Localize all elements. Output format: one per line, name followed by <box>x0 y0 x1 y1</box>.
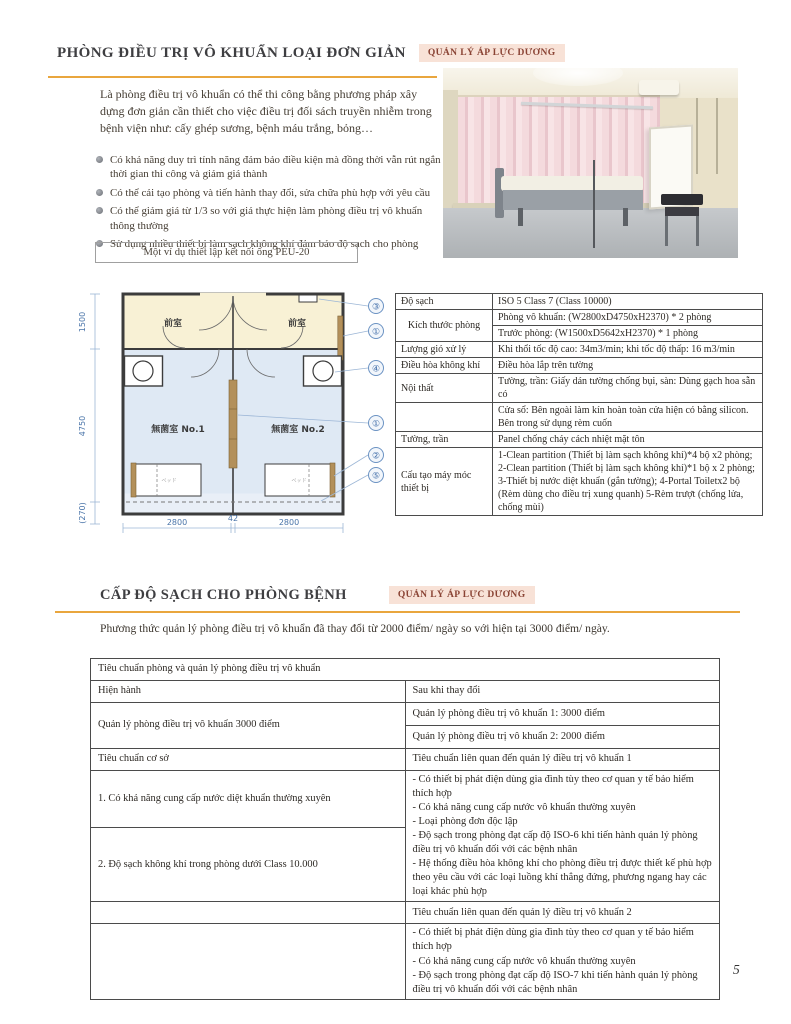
table-row <box>396 310 763 326</box>
sink-bowl <box>133 361 153 381</box>
bed-mattress <box>501 176 643 191</box>
table-row <box>91 924 720 999</box>
list-item <box>96 153 444 182</box>
table-cell: Quản lý phòng điều trị vô khuẩn 3000 điểm <box>91 703 406 749</box>
spec-label: Độ sạch <box>396 294 493 310</box>
requirement-line: - Có thiết bị phát điện dùng gia đình tùy theo cơ quan y tế bảo hiểm thích hợp <box>412 774 694 800</box>
section2-title: CẤP ĐỘ SẠCH CHO PHÒNG BỆNH <box>100 586 347 603</box>
dim-label: 2800 <box>166 518 188 527</box>
requirement-line: - Có thiết bị phát điện dùng gia đình tùy theo cơ quan y tế bảo hiểm thích hợp <box>412 927 694 953</box>
table-row <box>396 358 763 374</box>
section1-bullet-list <box>96 153 444 255</box>
dim-label: 4750 <box>78 415 87 437</box>
table-row <box>396 294 763 310</box>
spec-value: Trước phòng: (W1500xD5642xH2370) * 1 phòng <box>493 326 763 342</box>
requirement-line: - Hệ thống điều hòa không khí cho phòng điều trị được thiết kế phù hợp theo yêu cầu với các loại luồng khí thẳng đứng, phương ngang hay các loại khác phù hợp <box>412 858 712 898</box>
standards-table <box>90 658 720 1000</box>
spec-value: 1-Clean partition (Thiết bị làm sạch không khí)*4 bộ x2 phòng; 2-Clean partition (Thiết bị làm sạch không khí)*1 bộ x 2 phòng; 3-Thiết bị nước diệt khuẩn (gắn tường); 4-Portal Toiletx2 bộ (Rèm dùng cho điều trị xung quanh) 5-Rèm trượt (chống lửa, chống mùi) <box>493 448 763 516</box>
requirement-line: - Có khả năng cung cấp nước vô khuẩn thường xuyên <box>412 802 636 814</box>
bullet-icon <box>96 156 103 163</box>
table-cell <box>405 924 720 999</box>
spec-label: Lượng gió xử lý <box>396 342 493 358</box>
center-partition-bar <box>229 380 237 468</box>
spec-label: Cấu tạo máy móc thiết bị <box>396 448 493 516</box>
table-row <box>91 771 720 828</box>
bed-label: ベッド <box>291 478 307 484</box>
leader-line <box>343 331 368 336</box>
table-row <box>396 448 763 516</box>
sink-bowl <box>313 361 333 381</box>
spec-value: Khi thổi tốc độ cao: 34m3/min; khi tốc độ thấp: 16 m3/min <box>493 342 763 358</box>
requirement-line: - Độ sạch trong phòng đạt cấp độ ISO-6 khi tiến hành quản lý phòng điều trị vô khuẩn đối với các bệnh nhân <box>412 830 698 856</box>
bed-base <box>503 190 643 210</box>
table-cell <box>91 902 406 924</box>
spec-label <box>396 403 493 432</box>
table-cell <box>91 924 406 999</box>
table-cell: Quản lý phòng điều trị vô khuẩn 1: 3000 điểm <box>405 703 720 726</box>
table-header-cell: Tiêu chuẩn phòng và quản lý phòng điều trị vô khuẩn <box>91 659 720 681</box>
vent-unit <box>299 295 317 302</box>
bullet-text: Có thể giảm giá từ 1/3 so với giá thực hiện làm phòng điều trị vô khuẩn thông thường <box>110 205 423 232</box>
photo-ceiling <box>443 68 738 98</box>
room-label: 無菌室 No.1 <box>151 425 205 435</box>
cart-leg <box>696 216 699 246</box>
room-label: 前室 <box>163 319 183 329</box>
spec-label: Nội thất <box>396 374 493 403</box>
spec-value: Panel chống cháy cách nhiệt mặt tôn <box>493 432 763 448</box>
table-cell: Hiện hành <box>91 681 406 703</box>
callout-number: ③ <box>371 302 381 313</box>
callout-number: ① <box>371 327 381 338</box>
equipment-cart <box>659 194 707 246</box>
callout-number: ② <box>371 451 381 462</box>
floor-plan-svg <box>73 284 391 536</box>
section1-rule <box>48 76 437 78</box>
floor-plan-diagram <box>73 284 391 541</box>
section2-paragraph: Phương thức quản lý phòng điều trị vô khuẩn đã thay đổi từ 2000 điểm/ ngày so với hiện tại 3000 điểm/ ngày. <box>100 622 610 635</box>
room-label: 無菌室 No.2 <box>271 425 325 435</box>
spec-value: Tường, trần: Giấy dán tường chống bụi, sàn: Dùng gạch hoa sẵn có <box>493 374 763 403</box>
table-row <box>91 703 720 726</box>
list-item <box>96 204 444 233</box>
spec-label: Tường, trần <box>396 432 493 448</box>
section2-badge: QUẢN LÝ ÁP LỰC DƯƠNG <box>389 586 535 604</box>
dim-label: 42 <box>227 514 239 523</box>
air-conditioner <box>639 80 679 95</box>
device-box <box>661 194 703 205</box>
table-cell: 2. Độ sạch không khí trong phòng dưới Class 10.000 <box>91 828 406 902</box>
spec-value: Cửa sổ: Bên ngoài làm kín hoàn toàn cửa hiện có bằng silicon. Bên trong sử dụng rèm cuốn <box>493 403 763 432</box>
callout-number: ④ <box>371 364 381 375</box>
spec-label: Kích thước phòng <box>396 310 493 342</box>
table-cell: Sau khi thay đổi <box>405 681 720 703</box>
table-cell <box>405 771 720 902</box>
table-row <box>91 681 720 703</box>
section1-title: PHÒNG ĐIỀU TRỊ VÔ KHUẨN LOẠI ĐƠN GIẢN <box>57 44 406 61</box>
room-photo <box>443 68 738 258</box>
requirement-line: - Có khả năng cung cấp nước vô khuẩn thường xuyên <box>412 955 636 967</box>
cart-leg <box>665 216 668 246</box>
table-cell: Quản lý phòng điều trị vô khuẩn 2: 2000 điểm <box>405 726 720 749</box>
table-row <box>396 374 763 403</box>
table-cell: 1. Có khả năng cung cấp nước diệt khuẩn thường xuyên <box>91 771 406 828</box>
table-row <box>91 659 720 681</box>
table-row <box>396 403 763 432</box>
photo-left-wall <box>443 90 458 215</box>
bullet-icon <box>96 207 103 214</box>
spec-value: Điều hòa lắp trên tường <box>493 358 763 374</box>
section1-intro: Là phòng điều trị vô khuẩn có thể thi công bằng phương pháp xây dựng đơn giản cần thiết cho việc điều trị đối sách truyền nhiễm trong bệnh viện như: cấy ghép sương, bệnh máu trắng, bỏng… <box>100 87 432 136</box>
section2-rule <box>55 611 740 613</box>
table-cell: Tiêu chuẩn liên quan đến quản lý điều trị vô khuẩn 2 <box>405 902 720 924</box>
bullet-text: Có thể cải tạo phòng và tiến hành thay đổi, sửa chữa phù hợp với yêu cầu <box>110 186 431 199</box>
page-number: 5 <box>733 962 740 977</box>
requirement-line: - Loại phòng đơn độc lập <box>412 816 518 828</box>
door-opening <box>200 293 266 296</box>
dim-label: 2800 <box>278 518 300 527</box>
bed-label: ベッド <box>161 478 177 484</box>
spec-table <box>395 293 763 516</box>
section2-header <box>100 586 535 604</box>
callout-number: ① <box>371 419 381 430</box>
dim-label: (270) <box>78 502 87 524</box>
bullet-icon <box>96 189 103 196</box>
list-item <box>96 186 444 200</box>
bullet-text: Có khả năng duy trì tính năng đảm bảo điều kiện mà đồng thời vẫn rút ngắn thời gian thi công và giảm giá thành <box>110 154 441 181</box>
table-cell: Tiêu chuẩn liên quan đến quản lý điều trị vô khuẩn 1 <box>405 749 720 771</box>
iv-pole <box>593 160 595 248</box>
dim-label: 1500 <box>78 311 87 333</box>
table-row <box>91 749 720 771</box>
table-row <box>396 432 763 448</box>
device-box <box>665 207 699 216</box>
room-label: 前室 <box>287 319 307 329</box>
conduit-line <box>696 96 698 174</box>
note-box: Một ví dụ thiết lập kết nối ống PEU-20 <box>95 242 358 263</box>
bullet-text: Sử dụng nhiều thiết bị làm sạch không khí đảm bảo độ sạch cho phòng <box>110 237 419 250</box>
spec-label: Điều hòa không khí <box>396 358 493 374</box>
bed-partition-bar <box>131 463 136 497</box>
requirement-line: - Độ sạch trong phòng đạt cấp độ ISO-7 khi tiến hành quản lý phòng điều trị vô khuẩn đối với các bệnh nhân <box>412 969 698 995</box>
callout-number: ⑤ <box>371 471 381 482</box>
table-cell: Tiêu chuẩn cơ sở <box>91 749 406 771</box>
ceiling-light <box>533 68 623 86</box>
table-row <box>91 902 720 924</box>
section1-badge: QUẢN LÝ ÁP LỰC DƯƠNG <box>419 44 565 62</box>
bed-leg <box>518 208 523 226</box>
spec-value: Phòng vô khuẩn: (W2800xD4750xH2370) * 2 phòng <box>493 310 763 326</box>
wall-partition-bar <box>338 316 343 360</box>
section1-header <box>57 44 565 62</box>
conduit-line <box>716 96 718 174</box>
bed-partition-bar <box>330 463 335 497</box>
bed-leg <box>623 208 628 226</box>
table-row <box>396 342 763 358</box>
spec-value: ISO 5 Class 7 (Class 10000) <box>493 294 763 310</box>
